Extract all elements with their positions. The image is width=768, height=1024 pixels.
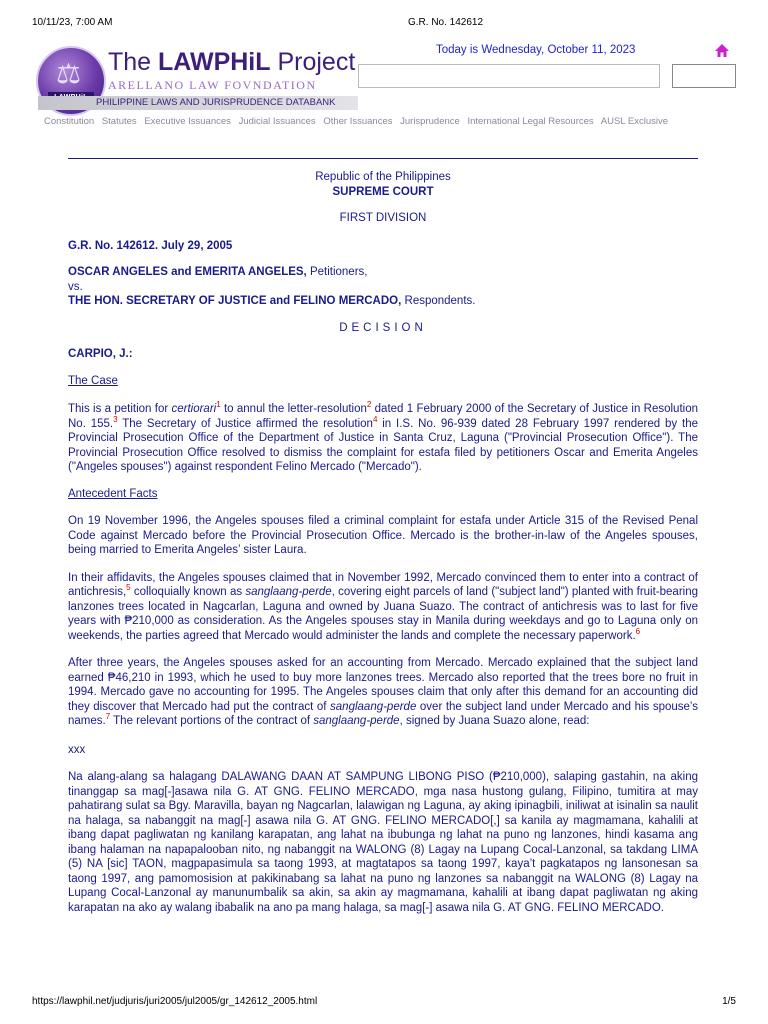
decision-document bbox=[68, 170, 698, 915]
footnote-3-link[interactable]: 3 bbox=[113, 414, 118, 424]
footnote-7-link[interactable]: 7 bbox=[105, 712, 111, 722]
header-divider bbox=[68, 158, 698, 159]
site-logo[interactable] bbox=[36, 44, 356, 116]
paragraph-5-quoted-contract: Na alang-alang sa halagang DALAWANG DAAN AT SAMPUNG LIBONG PISO (₱210,000), salaping gastahin, na aking tinanggap sa mag[-]asawa nila G. AT GNG. FELINO MERCADO, mga nasa hustong gulang, Filipino, tumitira at may pahatirang sulat sa Bgy. Maravilla, bayan ng Nagcarlan, lalawigan ng Laguna, ay aking ipinagbili, iniliwat at isinalin sa naulit na halaga, sa nabanggit na mag[-] asawa nila G. AT GNG. FELINO MERCADO[,] sa kanila ay magmamana, kahalili at ibang dapat pagliwatan ng kanilang karapatan, ang lahat na ibubunga ng lahat na puno ng lanzones, hindi kasama ang ibang halaman na napapalooban nito, ng nabanggit na WALONG (8) Lagay na Lupang Cocal-Lanzonal, sa takdang LIMA (5) NA [sic] TAON, magpapasimula sa taong 1993, at magtatapos sa taong 1997, kaya’t pagkatapos ng lansonesan sa taong 1997, ang pamomosision at pakikinabang sa lahat na puno ng lanzones sa nabanggit na WALONG (8) Lagay na Lupang Cocal-Lanzonal ay manunumbalik sa akin, sa akin ay magmamana, kahalili at ibang dapat pagliwatan ng aking karapatan na ako ay walang ibabalik na ano pa mang halaga, sa mag[-] asawa nila G. AT GNG. FELINO MERCADO. bbox=[68, 771, 698, 914]
nav-jurisprudence[interactable]: Jurisprudence bbox=[400, 116, 460, 127]
site-title: The LAWPHiL Project bbox=[108, 48, 356, 76]
ellipsis-xxx: xxx bbox=[68, 743, 86, 756]
site-subtitle: ARELLANO LAW FOVNDATION bbox=[108, 78, 317, 92]
print-header bbox=[32, 17, 736, 31]
nav-ausl-exclusive[interactable]: AUSL Exclusive bbox=[600, 116, 669, 127]
footnote-6-link[interactable]: 6 bbox=[635, 626, 641, 636]
main-nav bbox=[44, 116, 673, 127]
respondents: THE HON. SECRETARY OF JUSTICE and FELINO MERCADO, Respondents. bbox=[68, 295, 476, 307]
nav-judicial-issuances[interactable]: Judicial Issuances bbox=[238, 116, 316, 127]
print-timestamp: 10/11/23, 7:00 AM bbox=[32, 17, 113, 28]
heading-the-case: The Case bbox=[68, 374, 118, 387]
nav-statutes[interactable]: Statutes bbox=[101, 116, 137, 127]
heading-antecedent-facts: Antecedent Facts bbox=[68, 487, 158, 500]
division-name: FIRST DIVISION bbox=[339, 212, 427, 224]
print-footer bbox=[32, 996, 736, 1010]
nav-executive-issuances[interactable]: Executive Issuances bbox=[144, 116, 231, 127]
print-url: https://lawphil.net/judjuris/juri2005/jul2005/gr_142612_2005.html bbox=[32, 996, 318, 1007]
court-name: SUPREME COURT bbox=[332, 185, 434, 198]
petitioners: OSCAR ANGELES and EMERITA ANGELES, Petitioners, bbox=[68, 266, 368, 278]
search-input[interactable] bbox=[358, 64, 660, 88]
paragraph-1: This is a petition for certiorari$^1$ to annul the letter-resolution$^2$ dated 1 February 2000 of the Secretary of Justice in Resolution No. 155.$^3$ The Secretary of Justice affirmed the resolution$^4$ in I.S. No. 96-939 dated 28 February 1997 rendered by the Provincial Prosecution Office of the Department of Justice in Santa Cruz, Laguna ("Provincial Prosecution Office"). The Provincial Prosecution Office resolved to dismiss the complaint for estafa filed by petitioners Oscar and Emerita Angeles ("Angeles spouses") against respondent Felino Mercado ("Mercado"). bbox=[68, 400, 698, 473]
print-page-number: 1/5 bbox=[722, 996, 736, 1007]
nav-constitution[interactable]: Constitution bbox=[44, 116, 95, 127]
nav-international-legal-resources[interactable]: International Legal Resources bbox=[467, 116, 594, 127]
republic-line: Republic of the Philippines bbox=[315, 171, 451, 183]
nav-other-issuances[interactable]: Other Issuances bbox=[323, 116, 393, 127]
paragraph-3: In their affidavits, the Angeles spouses claimed that in November 1992, Mercado convinced them to enter into a contract of antichresis,$^5$ colloquially known as sanglaang-perde, covering eight parcels of land ("subject land") planted with fruit-bearing lanzones trees located in Nagcarlan, Laguna and owned by Juana Suazo. The contract of antichresis was to last for five years with ₱210,000 as consideration. As the Angeles spouses stay in Manila during weekdays and go to Laguna only on weekends, the parties agreed that Mercado would administer the lands and complete the necessary paperwork.$^6$ bbox=[68, 571, 698, 642]
paragraph-4: After three years, the Angeles spouses asked for an accounting from Mercado. Mercado explained that the subject land earned ₱46,210 in 1993, which he used to buy more lanzones trees. Mercado also reported that the trees bore no fruit in 1994. Mercado gave no accounting for 1995. The Angeles spouses claim that only after this demand for an accounting did they discover that Mercado had put the contract of sanglaang-perde over the subject land under Mercado and his spouse’s names.$^7$ The relevant portions of the contract of sanglaang-perde, signed by Juana Suazo alone, read: bbox=[68, 657, 699, 727]
decision-heading: DECISION bbox=[339, 321, 427, 334]
paragraph-2: On 19 November 1996, the Angeles spouses filed a criminal complaint for estafa under Article 315 of the Revised Penal Code against Mercado before the Provincial Prosecution Office. Mercado is the brother-in-law of the Angeles spouses, being married to Emerita Angeles’ sister Laura. bbox=[68, 515, 698, 556]
footnote-5-link[interactable]: 5 bbox=[126, 583, 131, 593]
footnote-2-link[interactable]: 2 bbox=[366, 400, 372, 410]
print-page-title: G.R. No. 142612 bbox=[408, 17, 484, 28]
search-button[interactable] bbox=[672, 64, 736, 88]
home-icon[interactable] bbox=[714, 43, 730, 59]
today-date: Today is Wednesday, October 11, 2023 bbox=[436, 44, 636, 56]
footnote-4-link[interactable]: 4 bbox=[372, 414, 378, 424]
footnote-1-link[interactable]: 1 bbox=[216, 400, 221, 410]
ponente: CARPIO, J.: bbox=[68, 348, 133, 360]
scales-icon: ⚖ bbox=[56, 58, 82, 89]
case-number: G.R. No. 142612. July 29, 2005 bbox=[68, 239, 233, 252]
versus: vs. bbox=[68, 280, 83, 293]
site-band: PHILIPPINE LAWS AND JURISPRUDENCE DATABANK bbox=[38, 96, 358, 110]
